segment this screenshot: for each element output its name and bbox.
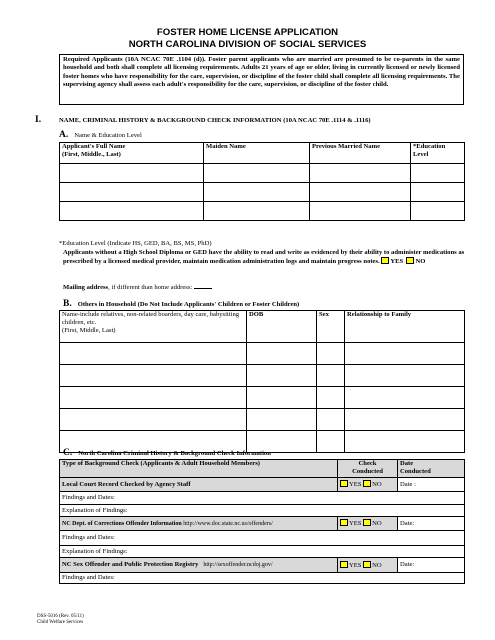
education-field[interactable] bbox=[411, 183, 465, 202]
diploma-note-text: Applicants without a High School Diploma or GED have the ability to read and write as evidenced by their ability to administer medications as prescribed by a licensed medical provider, maintain medication administration logs and maintain progress notes. bbox=[63, 249, 465, 266]
check-conducted-cell bbox=[338, 558, 398, 573]
applicant-name-field[interactable] bbox=[60, 164, 204, 183]
header-education-level: *Education Level bbox=[411, 143, 465, 164]
relationship-field[interactable] bbox=[345, 409, 465, 431]
relationship-field[interactable] bbox=[345, 365, 465, 387]
header-dob: DOB bbox=[247, 311, 317, 343]
maiden-name-field[interactable] bbox=[204, 164, 310, 183]
dob-field[interactable] bbox=[247, 343, 317, 365]
household-name-field[interactable] bbox=[60, 409, 247, 431]
page-subtitle: NORTH CAROLINA DIVISION OF SOCIAL SERVICES bbox=[128, 39, 367, 50]
no-checkbox[interactable] bbox=[406, 257, 414, 264]
section-a-letter: A. bbox=[59, 130, 69, 140]
explanation-label[interactable]: Explanation of Findings: bbox=[60, 505, 465, 517]
check-conducted-cell bbox=[338, 517, 398, 531]
header-name-description: -include relatives, non-related boarders, day care, babysitting children, etc. bbox=[62, 311, 240, 326]
dob-field[interactable] bbox=[247, 365, 317, 387]
section-a-heading bbox=[59, 130, 142, 140]
household-name-field[interactable] bbox=[60, 343, 247, 365]
dob-field[interactable] bbox=[247, 387, 317, 409]
header-check-type: Type of Background Check (Applicants & Adult Household Members) bbox=[60, 460, 338, 478]
sex-field[interactable] bbox=[317, 431, 345, 453]
section-b-heading bbox=[63, 299, 299, 309]
yes-checkbox[interactable] bbox=[340, 519, 348, 526]
no-checkbox[interactable] bbox=[363, 480, 371, 487]
mailing-address-rest: , if different than home address: bbox=[108, 284, 193, 291]
sex-field[interactable] bbox=[317, 387, 345, 409]
no-checkbox[interactable] bbox=[363, 519, 371, 526]
applicant-name-field[interactable] bbox=[60, 183, 204, 202]
findings-label[interactable]: Findings and Dates: bbox=[60, 492, 465, 505]
relationship-field[interactable] bbox=[345, 431, 465, 453]
agency-name: Child Welfare Services bbox=[37, 620, 84, 625]
household-name-field[interactable] bbox=[60, 365, 247, 387]
section-c-title: North Carolina Criminal History & Background Check Information bbox=[78, 450, 271, 457]
previous-name-field[interactable] bbox=[310, 202, 411, 221]
previous-name-field[interactable] bbox=[310, 183, 411, 202]
header-applicant-name: Applicant's Full Name (First, Middle., Last) bbox=[60, 143, 204, 164]
sex-field[interactable] bbox=[317, 365, 345, 387]
form-id: DSS-5016 (Rev. 05/11) bbox=[37, 614, 84, 619]
mailing-address-line bbox=[63, 283, 212, 292]
check-type-name: NC Sex Offender and Public Protection Registry bbox=[62, 561, 199, 568]
section-number: I. bbox=[35, 115, 42, 125]
name-education-table bbox=[59, 142, 465, 221]
section-b-title: Others in Household (Do Not Include Applicants' Children or Foster Children) bbox=[77, 301, 300, 308]
relationship-field[interactable] bbox=[345, 343, 465, 365]
sex-field[interactable] bbox=[317, 409, 345, 431]
relationship-field[interactable] bbox=[345, 387, 465, 409]
background-check-table bbox=[59, 459, 465, 584]
header-date-conducted: Date Conducted bbox=[398, 460, 465, 478]
yes-label: YES bbox=[349, 520, 362, 527]
section-title: NAME, CRIMINAL HISTORY & BACKGROUND CHECK INFORMATION (10A NCAC 70E .1114 & .1116) bbox=[59, 117, 371, 124]
date-field[interactable]: Date : bbox=[398, 478, 465, 492]
sex-field[interactable] bbox=[317, 343, 345, 365]
no-label: NO bbox=[372, 561, 382, 569]
yes-label: YES bbox=[349, 561, 362, 569]
explanation-label[interactable]: Explanation of Findings: bbox=[60, 546, 465, 558]
section-b-letter: B. bbox=[63, 299, 72, 309]
yes-checkbox[interactable] bbox=[340, 561, 348, 568]
header-previous-married-name: Previous Married Name bbox=[310, 143, 411, 164]
no-checkbox[interactable] bbox=[363, 561, 371, 568]
section-c-letter: C. bbox=[63, 448, 73, 458]
findings-label[interactable]: Findings and Dates: bbox=[60, 531, 465, 546]
header-maiden-name: Maiden Name bbox=[204, 143, 310, 164]
check-type-url[interactable]: http://www.doc.state.nc.us/offenders/ bbox=[183, 520, 273, 527]
check-type-name: NC Dept. of Corrections Offender Information bbox=[62, 520, 182, 527]
yes-label: YES bbox=[390, 258, 404, 266]
date-field[interactable]: Date: bbox=[398, 558, 465, 573]
section-a-title: Name & Education Level bbox=[74, 132, 142, 139]
findings-label[interactable]: Findings and Dates: bbox=[60, 573, 465, 584]
dob-field[interactable] bbox=[247, 409, 317, 431]
household-members-table bbox=[59, 310, 465, 453]
mailing-address-label: Mailing address bbox=[63, 284, 109, 291]
header-relationship: Relationship to Family bbox=[345, 311, 465, 343]
applicant-name-field[interactable] bbox=[60, 202, 204, 221]
education-field[interactable] bbox=[411, 164, 465, 183]
previous-name-field[interactable] bbox=[310, 164, 411, 183]
header-name-format: (First, Middle, Last) bbox=[62, 327, 116, 334]
header-household-name bbox=[60, 311, 247, 343]
check-type-label bbox=[60, 517, 338, 531]
no-label: NO bbox=[415, 258, 426, 266]
no-label: NO bbox=[372, 481, 382, 488]
header-sex: Sex bbox=[317, 311, 345, 343]
yes-checkbox[interactable] bbox=[381, 257, 389, 264]
yes-checkbox[interactable] bbox=[340, 480, 348, 487]
mailing-address-field[interactable] bbox=[194, 283, 212, 289]
header-check-conducted: Check Conducted bbox=[338, 460, 398, 478]
check-type-url[interactable]: http://sexoffender.ncdoj.gov/ bbox=[203, 562, 273, 568]
no-label: NO bbox=[372, 520, 382, 527]
check-type-label: Local Court Record Checked by Agency Staff bbox=[60, 478, 338, 492]
yes-label: YES bbox=[349, 481, 362, 488]
section-c-heading bbox=[63, 448, 271, 458]
requirements-box: Required Applicants (10A NCAC 70E .1104 (d)). Foster parent applicants who are married are presumed to be co-parents in the same household and both shall complete all licensing requirements. Adults 21 years of age or older, living in currently licensed or newly licensed foster homes who have responsibility for the care, supervision, or discipline of the foster child shall complete all licensing requirements. The supervising agency shall assess each adult's responsibility for the care, supervision, or discipline of the foster child. bbox=[59, 54, 464, 105]
page-title: FOSTER HOME LICENSE APPLICATION bbox=[156, 27, 339, 38]
maiden-name-field[interactable] bbox=[204, 183, 310, 202]
diploma-note bbox=[63, 249, 468, 267]
household-name-field[interactable] bbox=[60, 387, 247, 409]
check-conducted-cell bbox=[338, 478, 398, 492]
maiden-name-field[interactable] bbox=[204, 202, 310, 221]
date-field[interactable]: Date: bbox=[398, 517, 465, 531]
header-name-bold: Name bbox=[62, 311, 78, 318]
check-type-label bbox=[60, 558, 338, 573]
education-note: *Education Level (Indicate HS, GED, BA, BS, MS, PhD) bbox=[59, 240, 212, 247]
education-field[interactable] bbox=[411, 202, 465, 221]
